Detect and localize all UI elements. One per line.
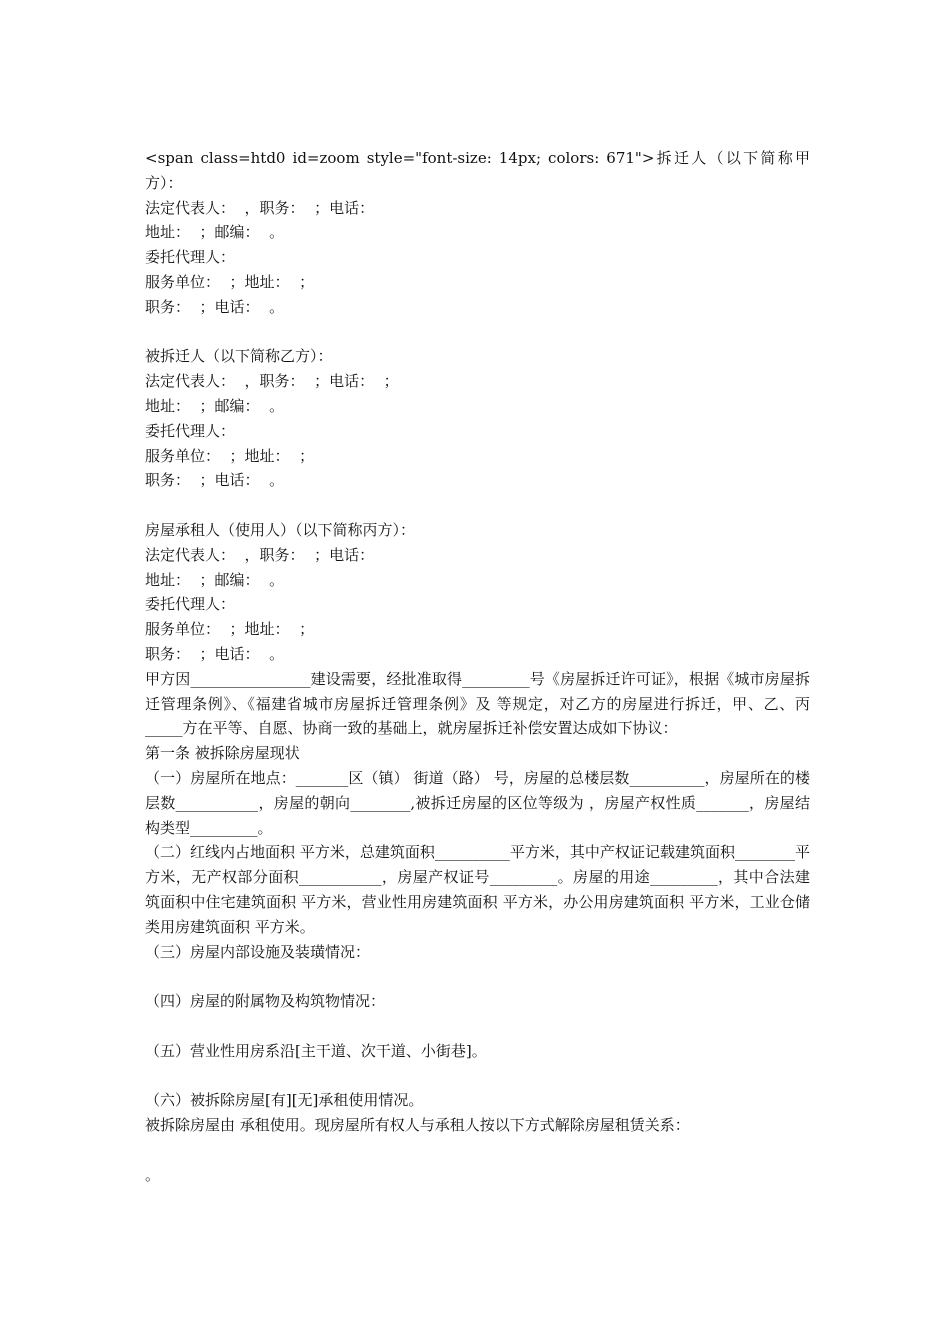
party-c-representative: 法定代表人： ，职务： ；电话： bbox=[145, 545, 375, 564]
article-1-item-4: （四）房屋的附属物及构筑物情况： bbox=[145, 992, 386, 1011]
contract-document bbox=[145, 146, 810, 1187]
article-1-item-5: （五）营业性用房系沿[主干道、次干道、小街巷]。 bbox=[145, 1041, 487, 1060]
party-b-title: 被拆迁人（以下简称乙方）： bbox=[145, 347, 333, 366]
party-a-employer: 服务单位： ；地址： ； bbox=[145, 272, 315, 291]
article-1-item-3: （三）房屋内部设施及装璜情况： bbox=[145, 942, 371, 961]
party-a-representative: 法定代表人： ，职务： ；电话： bbox=[145, 198, 375, 217]
article-1-title: 第一条 被拆除房屋现状 bbox=[145, 744, 300, 763]
spacer bbox=[145, 1014, 810, 1039]
article-1-item-6: （六）被拆除房屋[有][无]承租使用情况。 bbox=[145, 1091, 424, 1110]
spacer bbox=[145, 493, 810, 518]
spacer bbox=[145, 964, 810, 989]
party-b-employer: 服务单位： ；地址： ； bbox=[145, 446, 315, 465]
party-b-agent: 委托代理人： bbox=[145, 421, 236, 440]
spacer bbox=[145, 1138, 810, 1163]
spacer bbox=[145, 320, 810, 345]
party-c-employer: 服务单位： ；地址： ； bbox=[145, 620, 315, 639]
party-b-position: 职务： ；电话： 。 bbox=[145, 471, 285, 490]
party-b-address: 地址： ；邮编： 。 bbox=[145, 396, 285, 415]
party-c-title: 房屋承租人（使用人）（以下简称丙方）： bbox=[145, 520, 416, 539]
party-c-position: 职务： ；电话： 。 bbox=[145, 644, 285, 663]
party-b-representative: 法定代表人： ，职务： ；电话： ； bbox=[145, 372, 399, 391]
article-1-item-2: （二）红线内占地面积 平方米，总建筑面积__________平方米，其中产权证记载建筑面积________平方米，无产权部分面积___________，房屋产权证号_________。房屋的用途_________，其中合法建筑面积中住宅建筑面积 平方米，营业性用房建筑面积 平方米，办公用房建筑面积 平方米，工业仓储类用房建筑面积 平方米。 bbox=[145, 843, 810, 936]
spacer bbox=[145, 1063, 810, 1088]
party-a-agent: 委托代理人： bbox=[145, 248, 236, 267]
party-c-address: 地址： ；邮编： 。 bbox=[145, 570, 285, 589]
party-a-address: 地址： ；邮编： 。 bbox=[145, 223, 285, 242]
intro-paragraph: 甲方因________________建设需要，经批准取得_________号《房屋拆迁许可证》，根据《城市房屋拆迁管理条例》、《福建省城市房屋拆迁管理条例》及 等规定，对乙方的房屋进行拆迁，甲、乙、丙_____方在平等、自愿、协商一致的基础上，就房屋拆迁补偿安置达成如下协议： bbox=[145, 669, 810, 738]
party-c-agent: 委托代理人： bbox=[145, 595, 236, 614]
lease-termination-line: 被拆除房屋由 承租使用。现房屋所有权人与承租人按以下方式解除房屋租赁关系： bbox=[145, 1116, 690, 1135]
header-line: <span class=htd0 id=zoom style="font-size: 14px; colors: 671">拆迁人（以下简称甲方）： bbox=[145, 149, 810, 192]
end-mark: 。 bbox=[145, 1165, 161, 1184]
party-a-position: 职务： ；电话： 。 bbox=[145, 297, 285, 316]
article-1-item-1: （一）房屋所在地点：_______区（镇） 街道（路） 号，房屋的总楼层数__________，房屋所在的楼层数___________，房屋的朝向________,被拆迁房屋的区位等级为 ，房屋产权性质_______，房屋结构类型_________。 bbox=[145, 768, 810, 837]
